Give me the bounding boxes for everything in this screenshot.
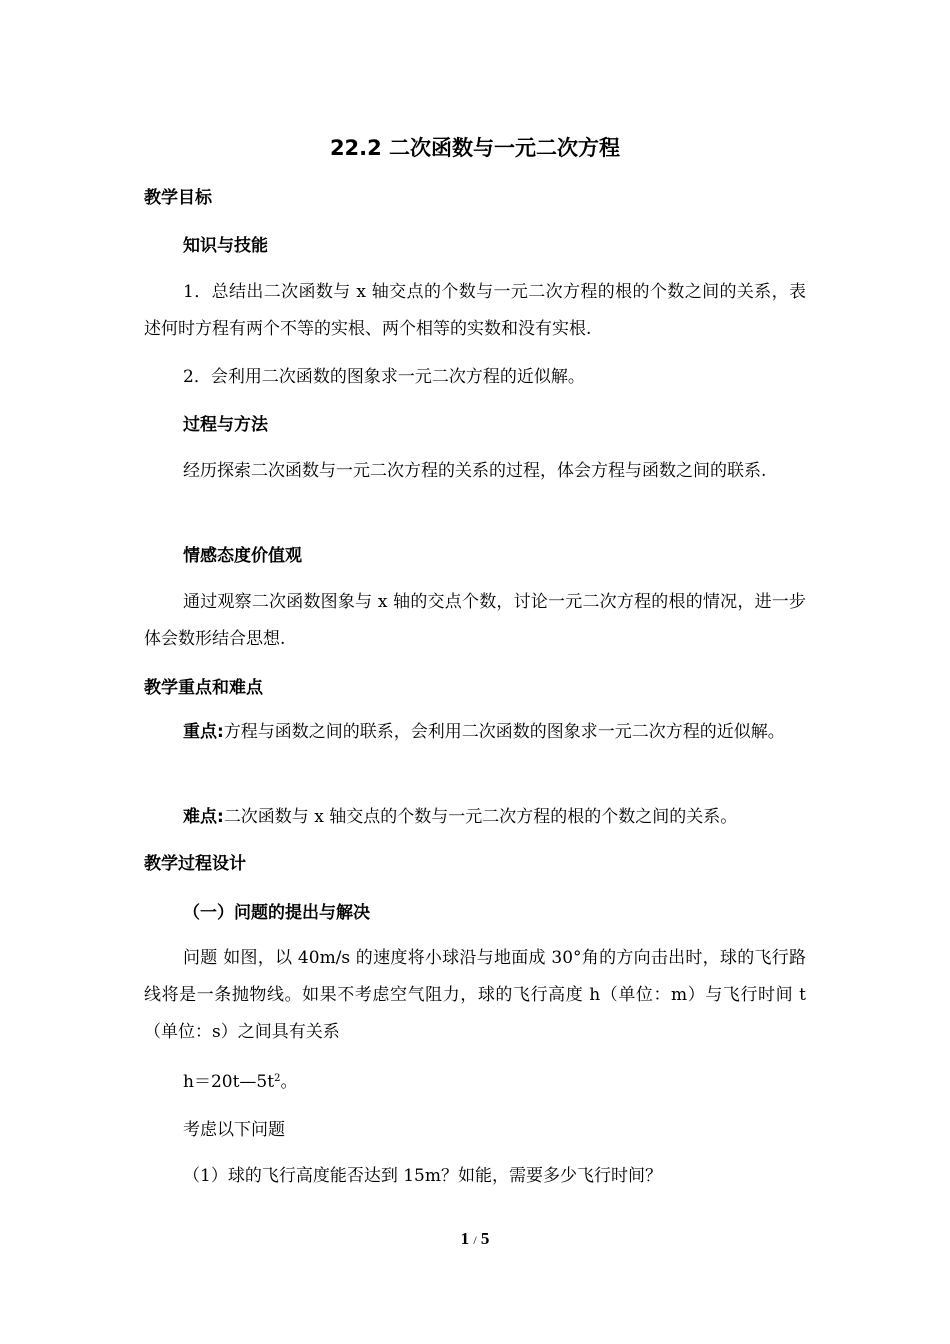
key-point-paragraph bbox=[144, 714, 806, 751]
problem-paragraph: 问题 如图，以 40m/s 的速度将小球沿与地面成 30°角的方向击出时，球的飞行路线将是一条抛物线。如果不考虑空气阻力，球的飞行高度 h（单位：m）与飞行时间 t（单位：s）之间具有关系 bbox=[144, 948, 806, 1042]
formula-main: h＝20t—5t bbox=[183, 1072, 275, 1092]
section-heading-design: 教学过程设计 bbox=[144, 854, 246, 874]
formula-exponent: 2 bbox=[274, 1073, 281, 1084]
key-point-label: 重点: bbox=[183, 722, 224, 742]
knowledge-item-2: 2．会利用二次函数的图象求一元二次方程的近似解。 bbox=[183, 367, 585, 387]
page-number-current: 1 bbox=[460, 1229, 470, 1248]
formula-end: 。 bbox=[280, 1072, 298, 1092]
subheading-attitude: 情感态度价值观 bbox=[183, 546, 302, 566]
difficult-point-paragraph bbox=[144, 799, 806, 836]
key-point-text: 方程与函数之间的联系，会利用二次函数的图象求一元二次方程的近似解。 bbox=[223, 722, 785, 742]
subheading-knowledge: 知识与技能 bbox=[183, 236, 268, 256]
subheading-part-1: （一）问题的提出与解决 bbox=[183, 903, 370, 923]
page-number-total: 5 bbox=[480, 1229, 490, 1248]
question-1: （1）球的飞行高度能否达到 15m？如能，需要多少飞行时间？ bbox=[183, 1166, 662, 1186]
formula bbox=[183, 1070, 297, 1094]
knowledge-item-1: 1．总结出二次函数与 x 轴交点的个数与一元二次方程的根的个数之间的关系，表述何时方程有两个不等的实根、两个相等的实数和没有实根. bbox=[144, 282, 806, 339]
attitude-paragraph: 通过观察二次函数图象与 x 轴的交点个数，讨论一元二次方程的根的情况，进一步体会数形结合思想. bbox=[144, 592, 806, 649]
section-heading-goals: 教学目标 bbox=[144, 188, 212, 208]
section-heading-key-points: 教学重点和难点 bbox=[144, 678, 263, 698]
subheading-process: 过程与方法 bbox=[183, 415, 268, 435]
process-paragraph: 经历探索二次函数与一元二次方程的关系的过程，体会方程与函数之间的联系. bbox=[183, 461, 767, 481]
difficult-point-text: 二次函数与 x 轴交点的个数与一元二次方程的根的个数之间的关系。 bbox=[223, 807, 738, 827]
page-title: 22.2 二次函数与一元二次方程 bbox=[329, 136, 621, 160]
page-number bbox=[0, 1228, 950, 1251]
page-number-separator: / bbox=[473, 1233, 477, 1247]
difficult-point-label: 难点: bbox=[183, 807, 224, 827]
consider-line: 考虑以下问题 bbox=[183, 1120, 285, 1140]
